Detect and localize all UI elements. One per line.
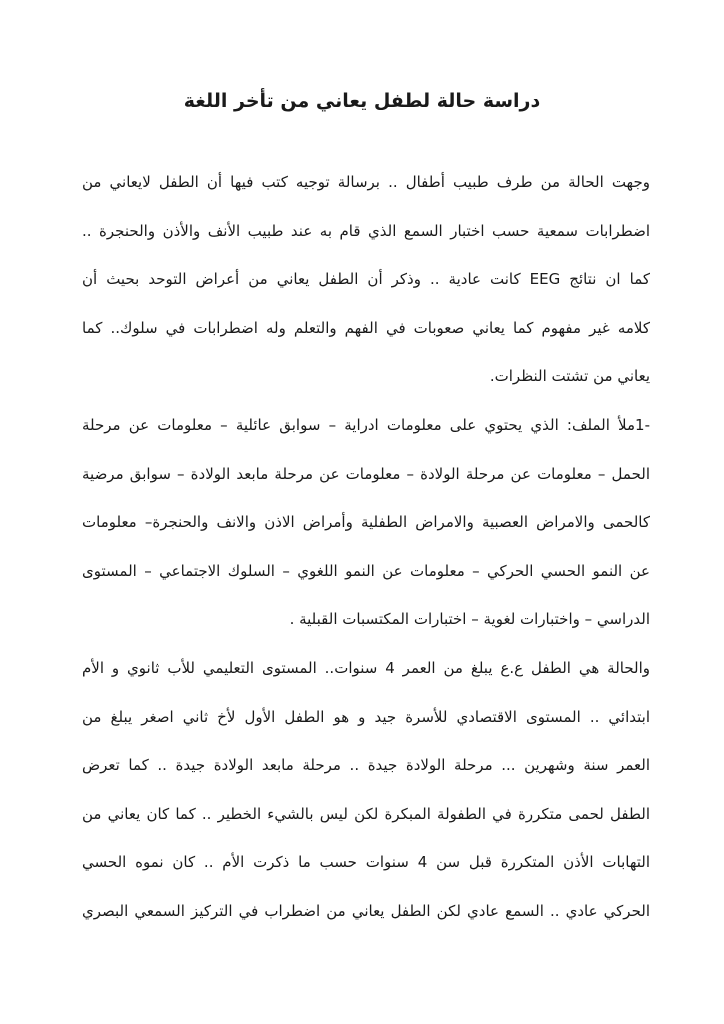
paragraph-line: كما ان نتائج EEG كانت عادية .. وذكر أن الطفل يعاني من أعراض التوحد بحيث أن <box>82 270 650 289</box>
paragraph-line: كلامه غير مفهوم كما يعاني صعوبات في الفهم والتعلم وله اضطرابات في سلوك.. كما <box>82 318 650 337</box>
paragraph-line: الحمل – معلومات عن مرحلة الولادة – معلومات عن مرحلة مابعد الولادة – سوابق مرضية <box>82 464 650 483</box>
paragraph-line: التهابات الأذن المتكررة قبل سن 4 سنوات حسب ما ذكرت الأم .. كان نموه الحسي <box>82 853 650 872</box>
paragraph-line: كالحمى والامراض العصبية والامراض الطفلية وأمراض الاذن والانف والحنجرة– معلومات <box>82 513 650 532</box>
paragraph-line: وجهت الحالة من طرف طبيب أطفال .. برسالة توجيه كتب فيها أن الطفل لايعاني من <box>82 173 650 191</box>
paragraph-line: عن النمو الحسي الحركي – معلومات عن النمو اللغوي – السلوك الاجتماعي – المستوى <box>82 561 650 580</box>
paragraph-line: الدراسي – واختبارات لغوية – اختبارات المكتسبات القبلية . <box>289 610 650 629</box>
paragraph-line: يعاني من تشتت النظرات. <box>489 367 650 386</box>
paragraph-line: الحركي عادي .. السمع عادي لكن الطفل يعاني من اضطراب في التركيز السمعي البصري <box>82 901 650 920</box>
document-title: دراسة حالة لطفل يعاني من تأخر اللغة <box>183 90 541 112</box>
paragraph-line: -1ملأ الملف: الذي يحتوي على معلومات ادراية – سوابق عائلية – معلومات عن مرحلة <box>82 415 650 434</box>
paragraph-line: اضطرابات سمعية حسب اختبار السمع الذي قام به عند طبيب الأنف والأذن والحنجرة .. <box>82 221 650 240</box>
paragraph-line: العمر سنة وشهرين ... مرحلة الولادة جيدة .. مرحلة مابعد الولادة جيدة .. كما تعرض <box>82 756 650 775</box>
paragraph-line: الطفل لحمى متكررة في الطفولة المبكرة لكن ليس بالشيء الخطير .. كما كان يعاني من <box>82 804 650 823</box>
paragraph-line: والحالة هي الطفل ع.ع يبلغ من العمر 4 سنوات.. المستوى التعليمي للأب ثانوي و الأم <box>82 658 650 677</box>
document-body <box>82 158 650 936</box>
paragraph-line: ابتدائي .. المستوى الاقتصادي للأسرة جيد و هو الطفل الأول لأخ ثاني اصغر يبلغ من <box>82 707 650 726</box>
